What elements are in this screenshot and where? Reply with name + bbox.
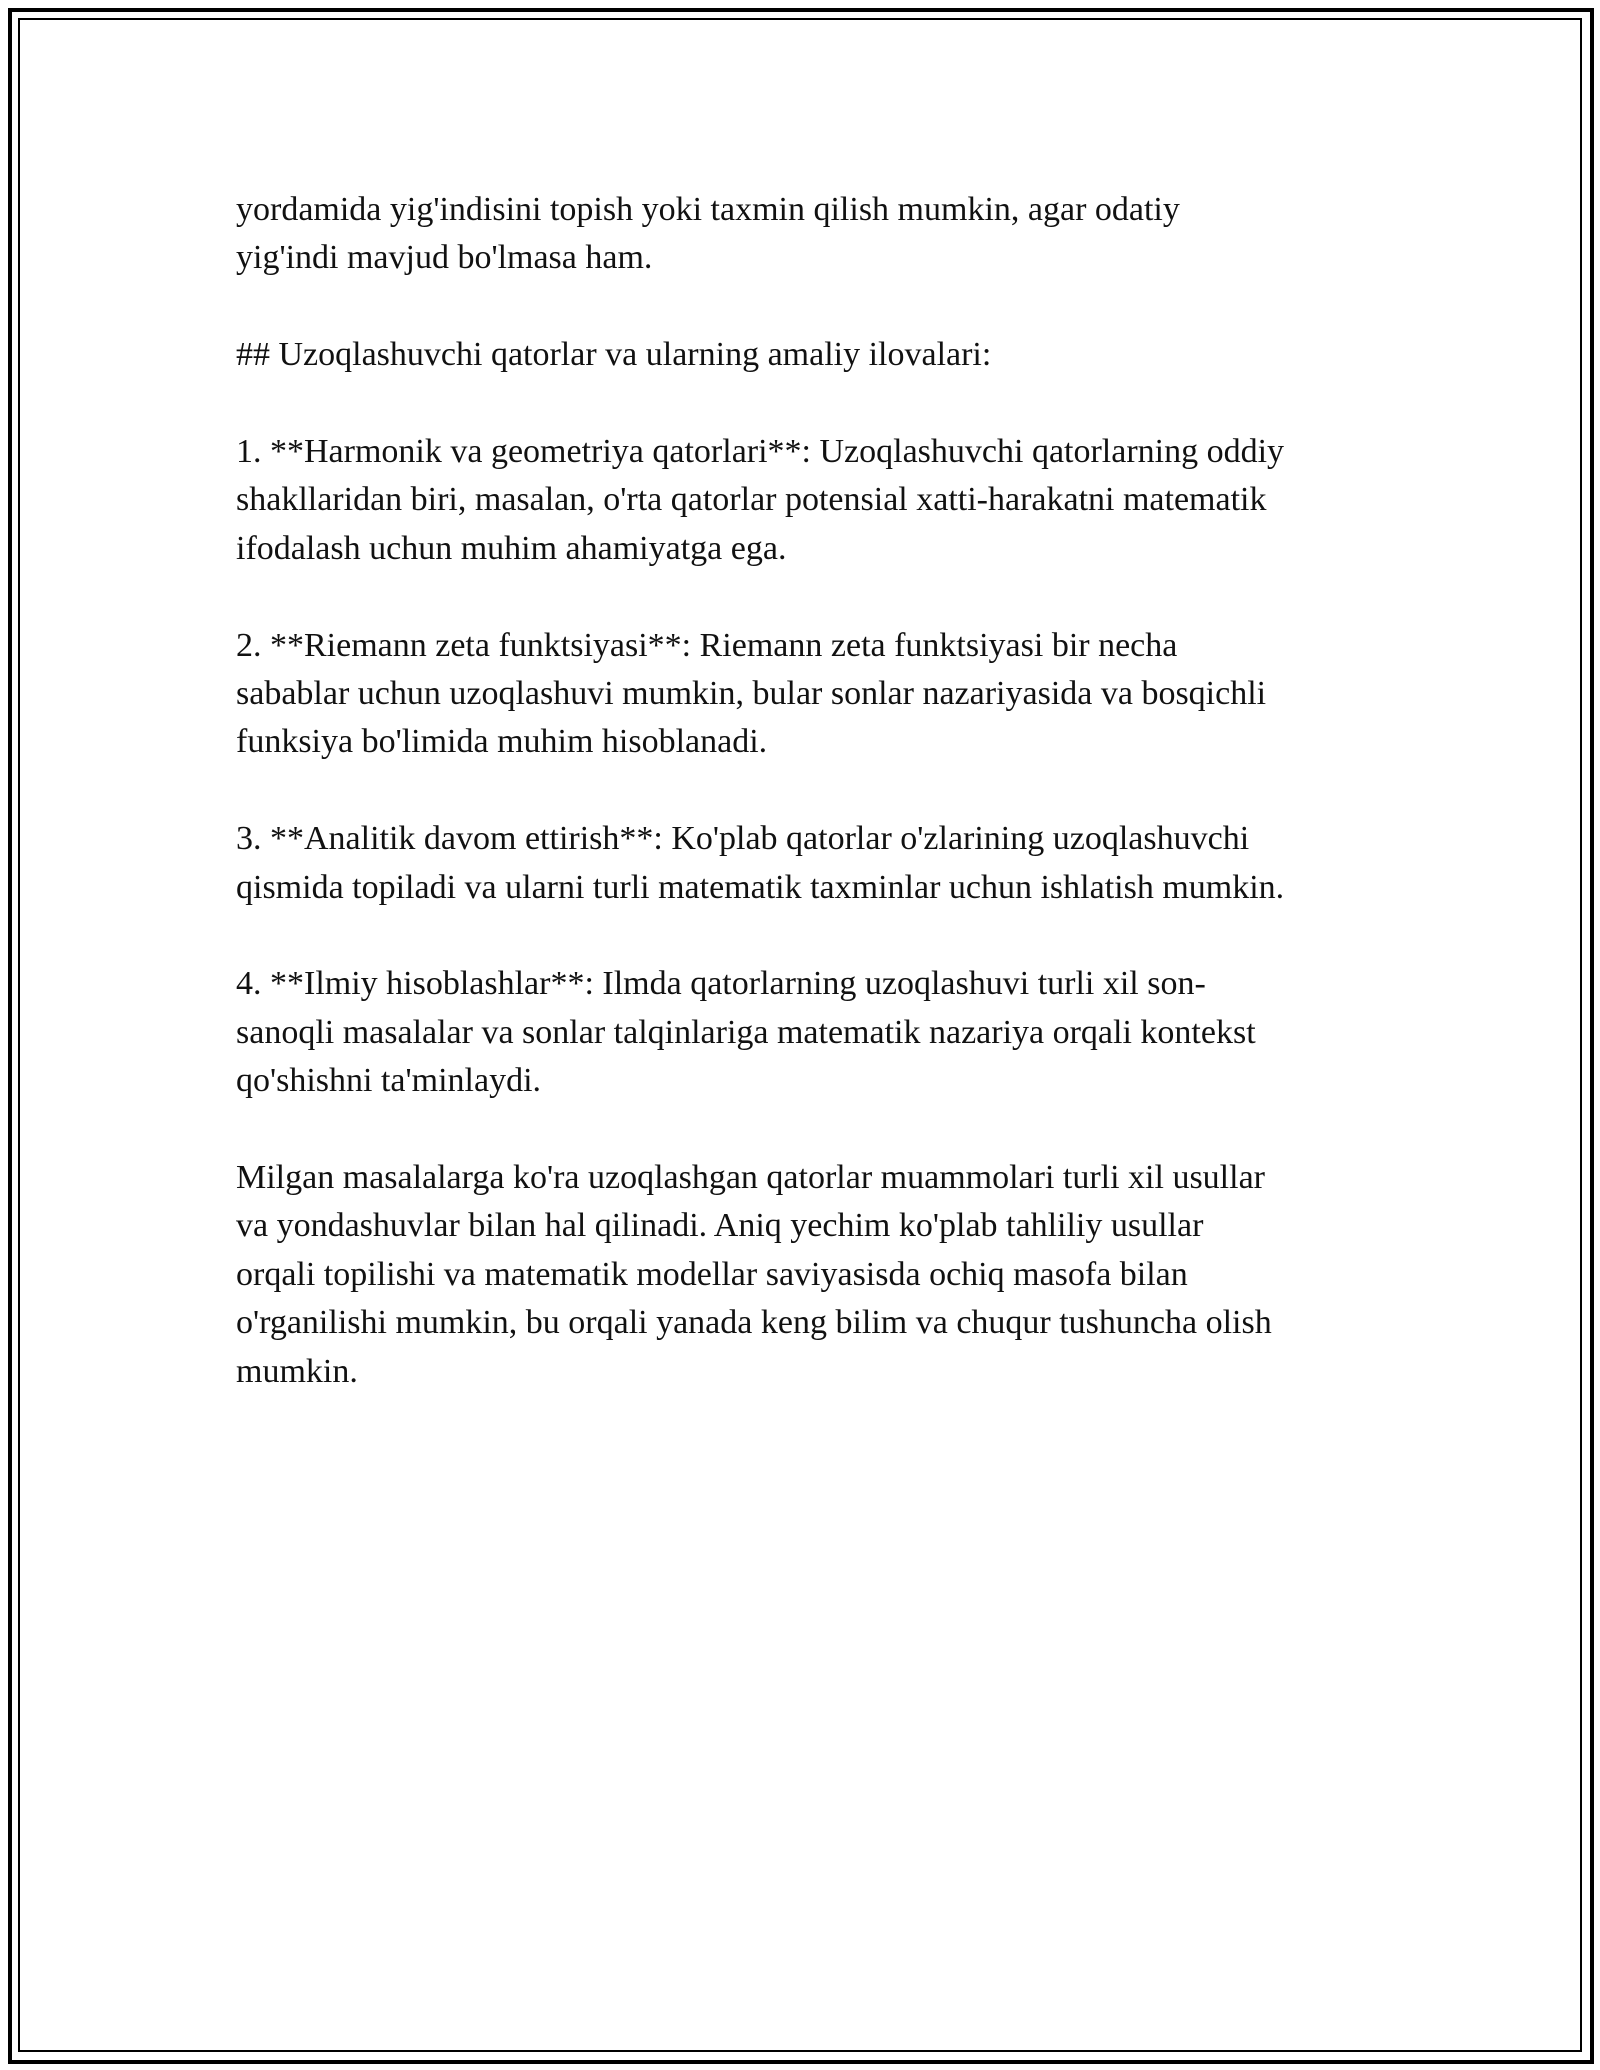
text-line: va yondashuvlar bilan hal qilinadi. Aniq yechim ko'plab tahliliy usullar (236, 1207, 1204, 1245)
list-item-3 (236, 815, 1386, 912)
text-line: Milgan masalalarga ko'ra uzoqlashgan qatorlar muammolari turli xil usullar (236, 1159, 1265, 1197)
list-item-1 (236, 428, 1386, 573)
text-line: mumkin. (236, 1352, 358, 1390)
text-line: qismida topiladi va ularni turli matematik taxminlar uchun ishlatish mumkin. (236, 868, 1285, 906)
text-line: sanoqli masalalar va sonlar talqinlariga matematik nazariya orqali kontekst (236, 1013, 1256, 1051)
text-line: 1. **Harmonik va geometriya qatorlari**: Uzoqlashuvchi qatorlarning oddiy (236, 433, 1285, 470)
text-line: funksiya bo'limida muhim hisoblanadi. (236, 723, 768, 761)
heading-line: ## Uzoqlashuvchi qatorlar va ularning amaliy ilovalari: (236, 336, 992, 374)
text-line: shakllaridan biri, masalan, o'rta qatorlar potensial xatti-harakatni matematik (236, 481, 1267, 519)
section-heading (236, 331, 1386, 379)
list-item-4 (236, 960, 1386, 1105)
closing-paragraph (236, 1154, 1386, 1396)
text-line: o'rganilishi mumkin, bu orqali yanada keng bilim va chuqur tushuncha olish (236, 1304, 1272, 1342)
text-line: 4. **Ilmiy hisoblashlar**: Ilmda qatorlarning uzoqlashuvi turli xil son- (236, 965, 1206, 1003)
list-item-2 (236, 622, 1386, 767)
text-line: orqali topilishi va matematik modellar saviyasisda ochiq masofa bilan (236, 1255, 1188, 1293)
text-line: sabablar uchun uzoqlashuvi mumkin, bular sonlar nazariyasida va bosqichli (236, 675, 1267, 713)
paragraph-continuation (236, 186, 1386, 283)
text-line: 3. **Analitik davom ettirish**: Ko'plab qatorlar o'zlarining uzoqlashuvchi (236, 820, 1250, 858)
text-line: yig'indi mavjud bo'lmasa ham. (236, 239, 653, 277)
text-line: 2. **Riemann zeta funktsiyasi**: Riemann zeta funktsiyasi bir necha (236, 626, 1178, 664)
text-line: yordamida yig'indisini topish yoki taxmin qilish mumkin, agar odatiy (236, 191, 1180, 228)
text-line: ifodalash uchun muhim ahamiyatga ega. (236, 529, 787, 567)
text-line: qo'shishni ta'minlaydi. (236, 1062, 542, 1100)
document-body (236, 186, 1386, 1444)
